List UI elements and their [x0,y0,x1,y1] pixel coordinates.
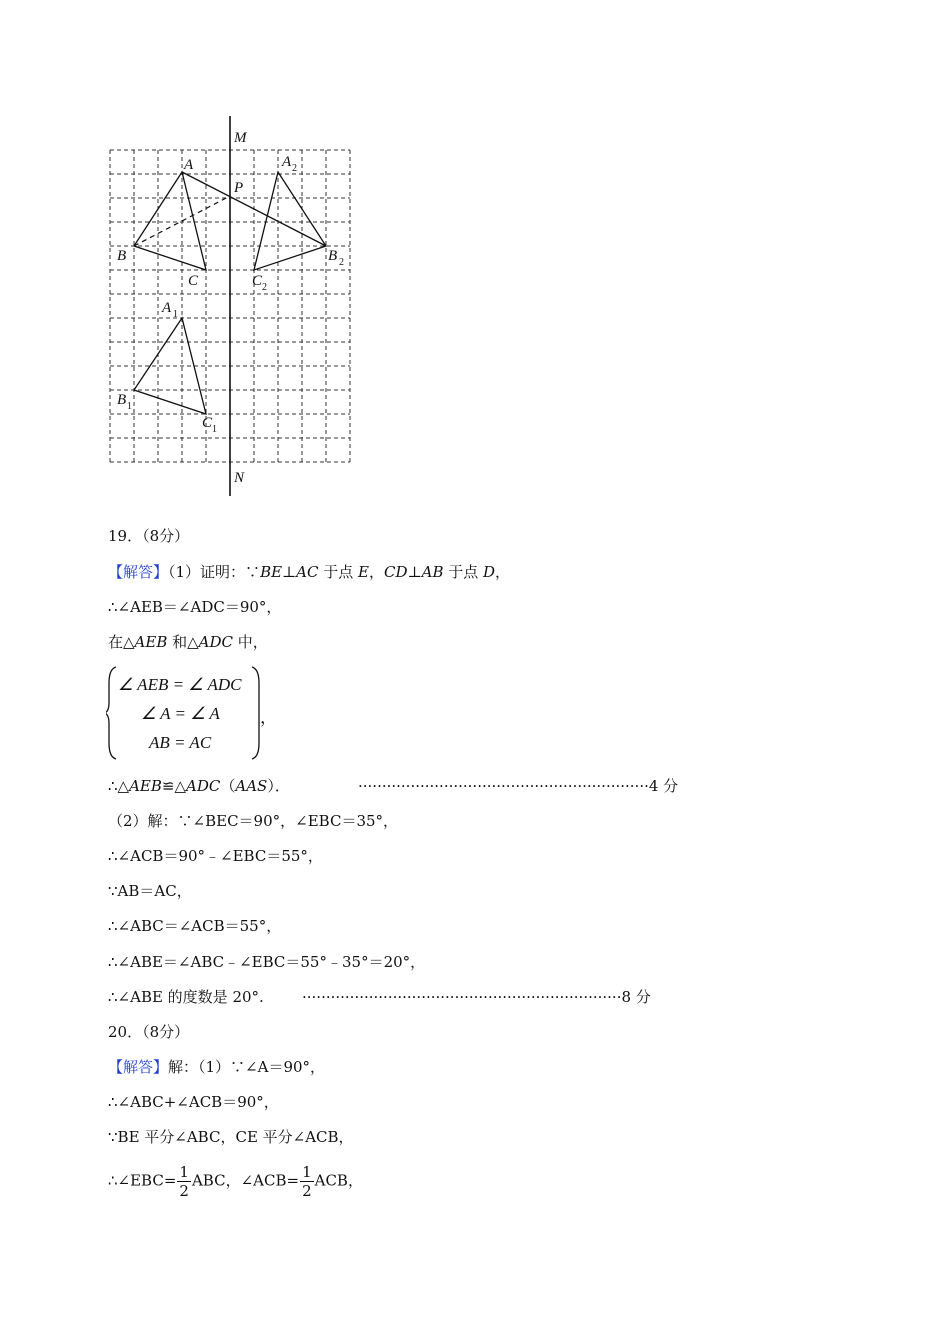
q19-line-5: （2）解：∵∠BEC＝90°，∠EBC＝35°， [108,812,399,830]
text: （ [220,777,236,795]
answer-tag: 【解答】 [108,1058,169,1076]
label-A1-sub: 1 [173,309,178,320]
label-P: P [234,180,244,196]
text: 中， [233,633,268,651]
label-A2-sub: 2 [292,163,297,174]
text: 于点 [318,563,359,581]
fraction-half [177,1163,191,1200]
system-row-1: ∠ AEB = ∠ ADC [118,675,242,694]
text: AC [296,563,319,581]
text: ， [368,563,384,581]
label-A1: A [162,300,172,316]
system-row-2: ∠ A = ∠ A [141,704,220,723]
score-dots-8: ···································································8 分 [302,988,651,1006]
q19-line-7: ∵AB＝AC， [108,882,192,900]
text: （1）证明：∵ [168,563,261,581]
label-A: A [184,157,194,173]
text: D [483,563,496,581]
text: ）． [267,777,290,795]
text: ACB， [314,1171,363,1190]
text: ⊥ [282,563,297,581]
q19-line-2: ∴∠AEB＝∠ADC＝90°， [108,598,282,616]
text: E [358,563,369,581]
q20-line-1 [108,1057,325,1077]
text: ∴△ [108,777,130,795]
score-dots-4: ·····························································4 分 [358,777,679,795]
numerator: 1 [302,1163,312,1181]
text: ∴∠EBC= [108,1171,177,1190]
text: CD [383,563,408,581]
text: AEB [134,633,168,651]
text: 和△ [167,633,199,651]
label-C2-sub: 2 [262,282,267,293]
numerator: 1 [179,1163,189,1181]
label-C: C [188,273,199,289]
label-C1: C [202,415,213,431]
text: ADC [198,633,234,651]
label-B1-sub: 1 [127,401,132,412]
system-row-3: AB = AC [149,733,212,752]
q19-line-8: ∴∠ABC＝∠ACB＝55°， [108,917,282,935]
q19-line-9: ∴∠ABE＝∠ABC﹣∠EBC＝55°﹣35°＝20°， [108,953,426,971]
text: 解：（1）∵∠A＝90°， [168,1058,326,1076]
q19-line-10: ∴∠ABE 的度数是 20°. [108,988,264,1006]
text: AB [421,563,444,581]
label-M: M [234,130,247,146]
q19-line-3 [108,632,268,652]
q20-header: 20．（8分） [108,1023,190,1041]
label-B1: B [117,392,127,408]
text: ≌△ [161,777,187,795]
text: 于点 [443,563,484,581]
text: ⊥ [407,563,422,581]
label-A2: A [282,154,292,170]
label-N: N [234,470,245,486]
label-B2: B [328,248,338,264]
text: ABC，∠ACB= [191,1171,300,1190]
label-B: B [117,248,127,264]
denominator: 2 [302,1182,312,1200]
q19-line-6: ∴∠ACB＝90°﹣∠EBC＝55°， [108,847,323,865]
q20-line-4 [108,1163,363,1200]
q19-header: 19．（8分） [108,527,190,545]
q20-line-3: ∵BE 平分∠ABC，CE 平分∠ACB， [108,1128,354,1146]
triangle-A2B2C2 [254,172,326,270]
triangle-ABC [134,172,206,270]
text: ADC [186,777,221,795]
grid-figure [100,108,365,503]
fraction-half [300,1163,314,1200]
q19-line-4 [108,776,290,796]
q19-line-1 [108,562,510,582]
text: AAS [235,777,268,795]
text: BE [260,563,283,581]
q20-line-2: ∴∠ABC+∠ACB＝90°， [108,1093,279,1111]
text: 在△ [108,633,135,651]
text: ， [495,563,511,581]
dashed-BP [134,196,230,246]
denominator: 2 [179,1182,189,1200]
system-comma: ， [260,708,277,727]
answer-tag: 【解答】 [108,563,169,581]
label-B2-sub: 2 [339,257,344,268]
label-C1-sub: 1 [212,424,217,435]
label-C2: C [252,273,263,289]
text: AEB [129,777,162,795]
equation-system [106,665,276,761]
